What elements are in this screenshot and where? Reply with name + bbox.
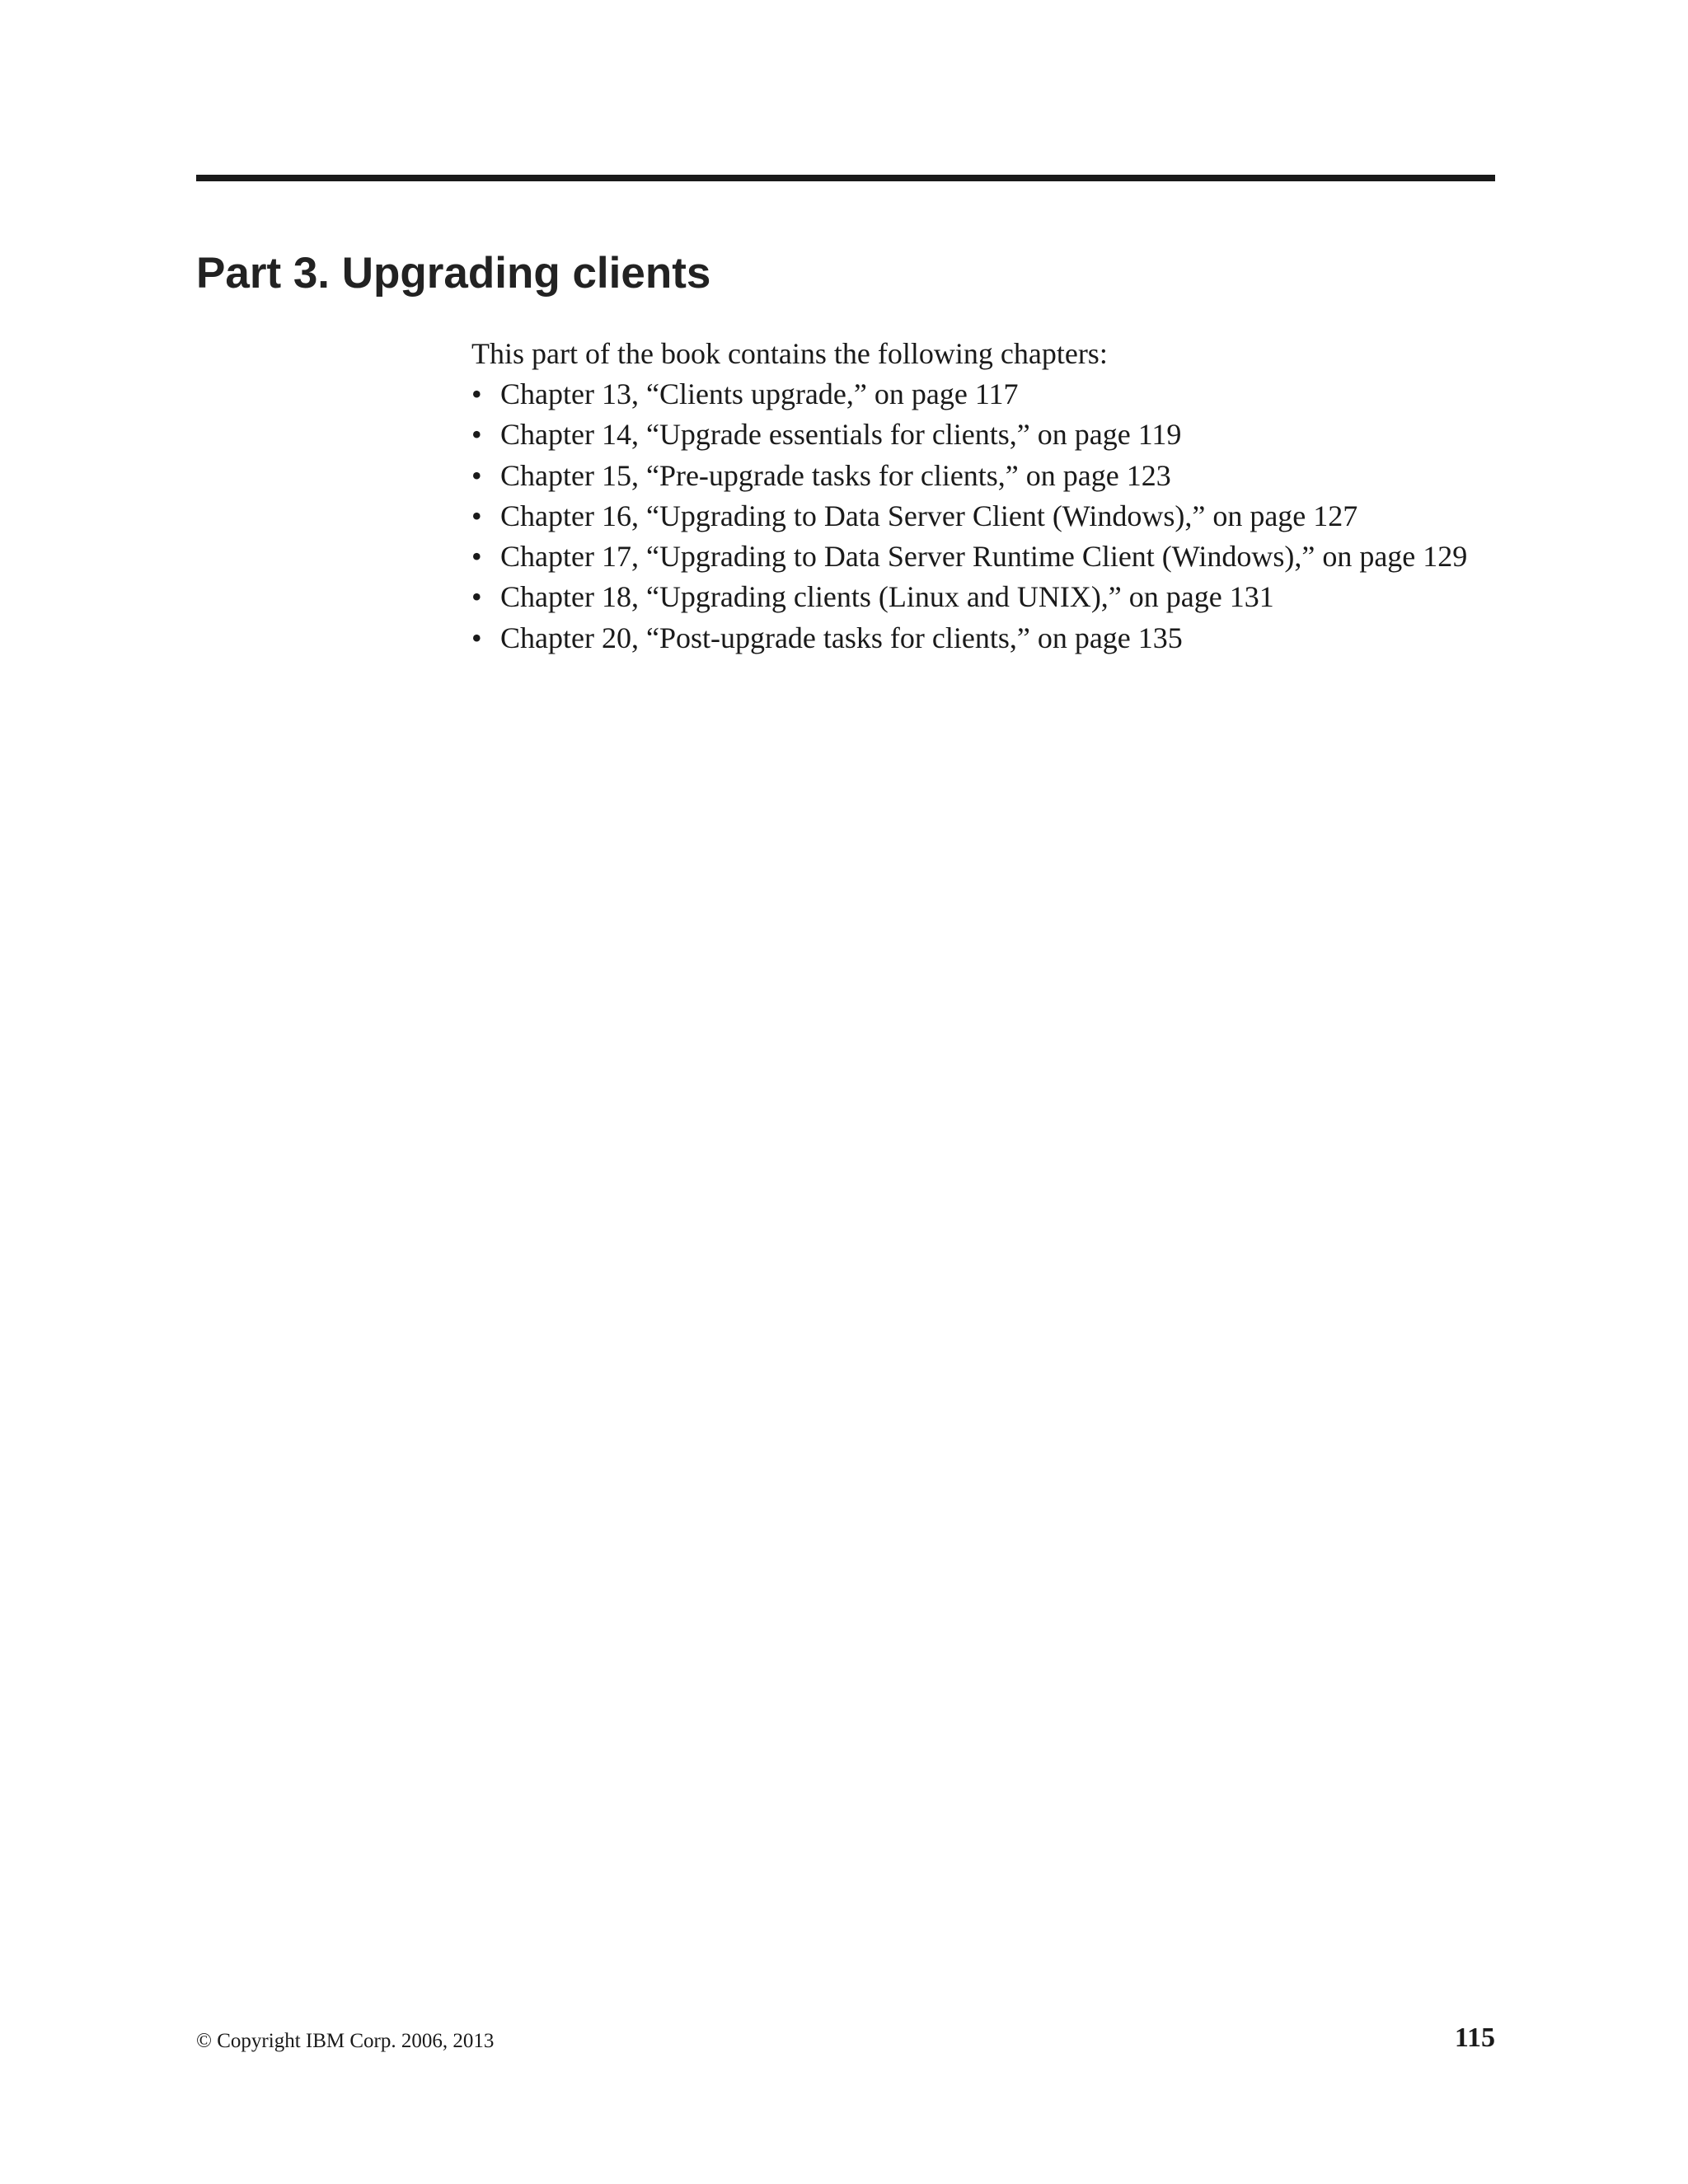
chapter-link[interactable]: Chapter 14, “Upgrade essentials for clients,” on page 119 [500,418,1182,452]
intro-text: This part of the book contains the following chapters: [471,337,1108,370]
chapter-list-item[interactable] [471,577,1510,617]
chapter-list-item[interactable] [471,415,1510,455]
page-number: 115 [1454,2022,1495,2053]
chapter-link[interactable]: Chapter 18, “Upgrading clients (Linux and UNIX),” on page 131 [500,580,1274,614]
bullet-icon: • [471,621,482,654]
footer-copyright: © Copyright IBM Corp. 2006, 2013 [196,2030,495,2052]
bullet-icon: • [471,377,482,410]
top-rule [196,175,1495,181]
page-title: Part 3. Upgrading clients [196,249,711,298]
chapter-list-item[interactable] [471,618,1510,658]
bullet-icon: • [471,418,482,452]
chapter-list-item[interactable] [471,496,1510,537]
chapter-link[interactable]: Chapter 15, “Pre-upgrade tasks for clients,” on page 123 [500,458,1171,492]
body-text [471,334,1510,658]
chapter-list-item[interactable] [471,374,1510,415]
chapter-link[interactable]: Chapter 13, “Clients upgrade,” on page 117 [500,377,1019,410]
chapter-link[interactable]: Chapter 16, “Upgrading to Data Server Client (Windows),” on page 127 [500,499,1358,532]
bullet-icon: • [471,499,482,532]
chapter-list-item[interactable] [471,456,1510,496]
bullet-icon: • [471,580,482,614]
bullet-icon: • [471,458,482,492]
chapter-list [471,374,1510,658]
chapter-list-item[interactable] [471,537,1510,577]
chapter-link[interactable]: Chapter 17, “Upgrading to Data Server Runtime Client (Windows),” on page 129 [500,540,1468,574]
chapter-link[interactable]: Chapter 20, “Post-upgrade tasks for clients,” on page 135 [500,621,1183,654]
bullet-icon: • [471,540,482,574]
